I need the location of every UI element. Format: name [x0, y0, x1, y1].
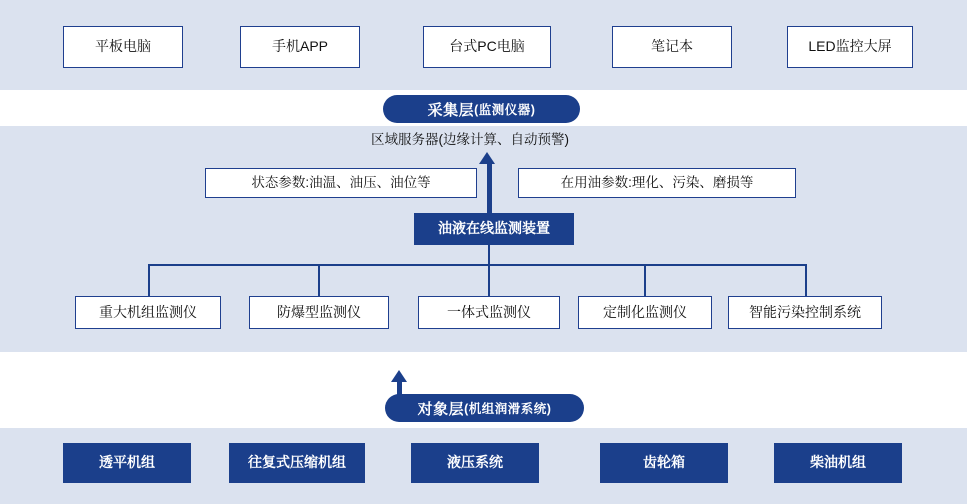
monitor-label: 重大机组监测仪 [99, 303, 197, 320]
device-trunk-line [488, 245, 490, 265]
device-to-server-arrow-icon [479, 152, 495, 164]
terminal-label: 平板电脑 [95, 38, 151, 55]
online-monitoring-device-box[interactable] [414, 213, 574, 245]
monitor-branch-line [644, 264, 646, 297]
monitor-box[interactable] [418, 296, 560, 329]
collection-layer-title: 采集层 [427, 101, 475, 119]
terminal-box[interactable] [423, 26, 551, 68]
terminal-box[interactable] [612, 26, 732, 68]
object-label: 液压系统 [447, 454, 503, 471]
object-layer-pill [385, 394, 584, 422]
monitor-branch-line [148, 264, 150, 297]
param-group-label: 状态参数:油温、油压、油位等 [251, 174, 431, 190]
monitor-label: 定制化监测仪 [603, 303, 687, 320]
monitors-bus-line [148, 264, 806, 266]
collection-layer-subtitle: (监测仪器) [474, 103, 536, 117]
monitor-branch-line [805, 264, 807, 297]
monitor-box[interactable] [249, 296, 389, 329]
terminal-label: 笔记本 [651, 38, 693, 55]
object-label: 透平机组 [99, 454, 155, 471]
terminal-label: 手机APP [271, 38, 328, 55]
terminal-box[interactable] [787, 26, 913, 68]
object-box[interactable] [229, 443, 365, 483]
online-monitoring-device-label: 油液在线监测装置 [438, 220, 550, 237]
param-group-box [518, 168, 796, 198]
object-to-collection-arrow-icon [391, 370, 407, 382]
param-group-box [205, 168, 477, 198]
object-box[interactable] [774, 443, 902, 483]
object-layer-subtitle: (机组润滑系统) [464, 402, 552, 416]
monitor-label: 一体式监测仪 [447, 303, 531, 320]
object-label: 往复式压缩机组 [248, 454, 346, 471]
object-box[interactable] [411, 443, 539, 483]
object-label: 齿轮箱 [643, 454, 685, 471]
terminal-label: LED监控大屏 [808, 38, 892, 55]
monitor-box[interactable] [75, 296, 221, 329]
param-group-label: 在用油参数:理化、污染、磨损等 [560, 174, 754, 190]
monitor-branch-line [488, 264, 490, 297]
monitor-branch-line [318, 264, 320, 297]
collection-layer-pill [383, 95, 580, 123]
object-layer-title: 对象层 [417, 400, 465, 418]
object-box[interactable] [63, 443, 191, 483]
monitor-label: 智能污染控制系统 [749, 303, 861, 320]
terminal-box[interactable] [240, 26, 360, 68]
monitor-box[interactable] [728, 296, 882, 329]
object-box[interactable] [600, 443, 728, 483]
terminal-box[interactable] [63, 26, 183, 68]
device-to-server-line [487, 163, 492, 215]
monitor-label: 防爆型监测仪 [277, 303, 361, 320]
terminal-label: 台式PC电脑 [449, 38, 525, 55]
monitor-box[interactable] [578, 296, 712, 329]
object-label: 柴油机组 [810, 454, 866, 471]
regional-server-label: 区域服务器(边缘计算、自动预警) [371, 132, 569, 147]
